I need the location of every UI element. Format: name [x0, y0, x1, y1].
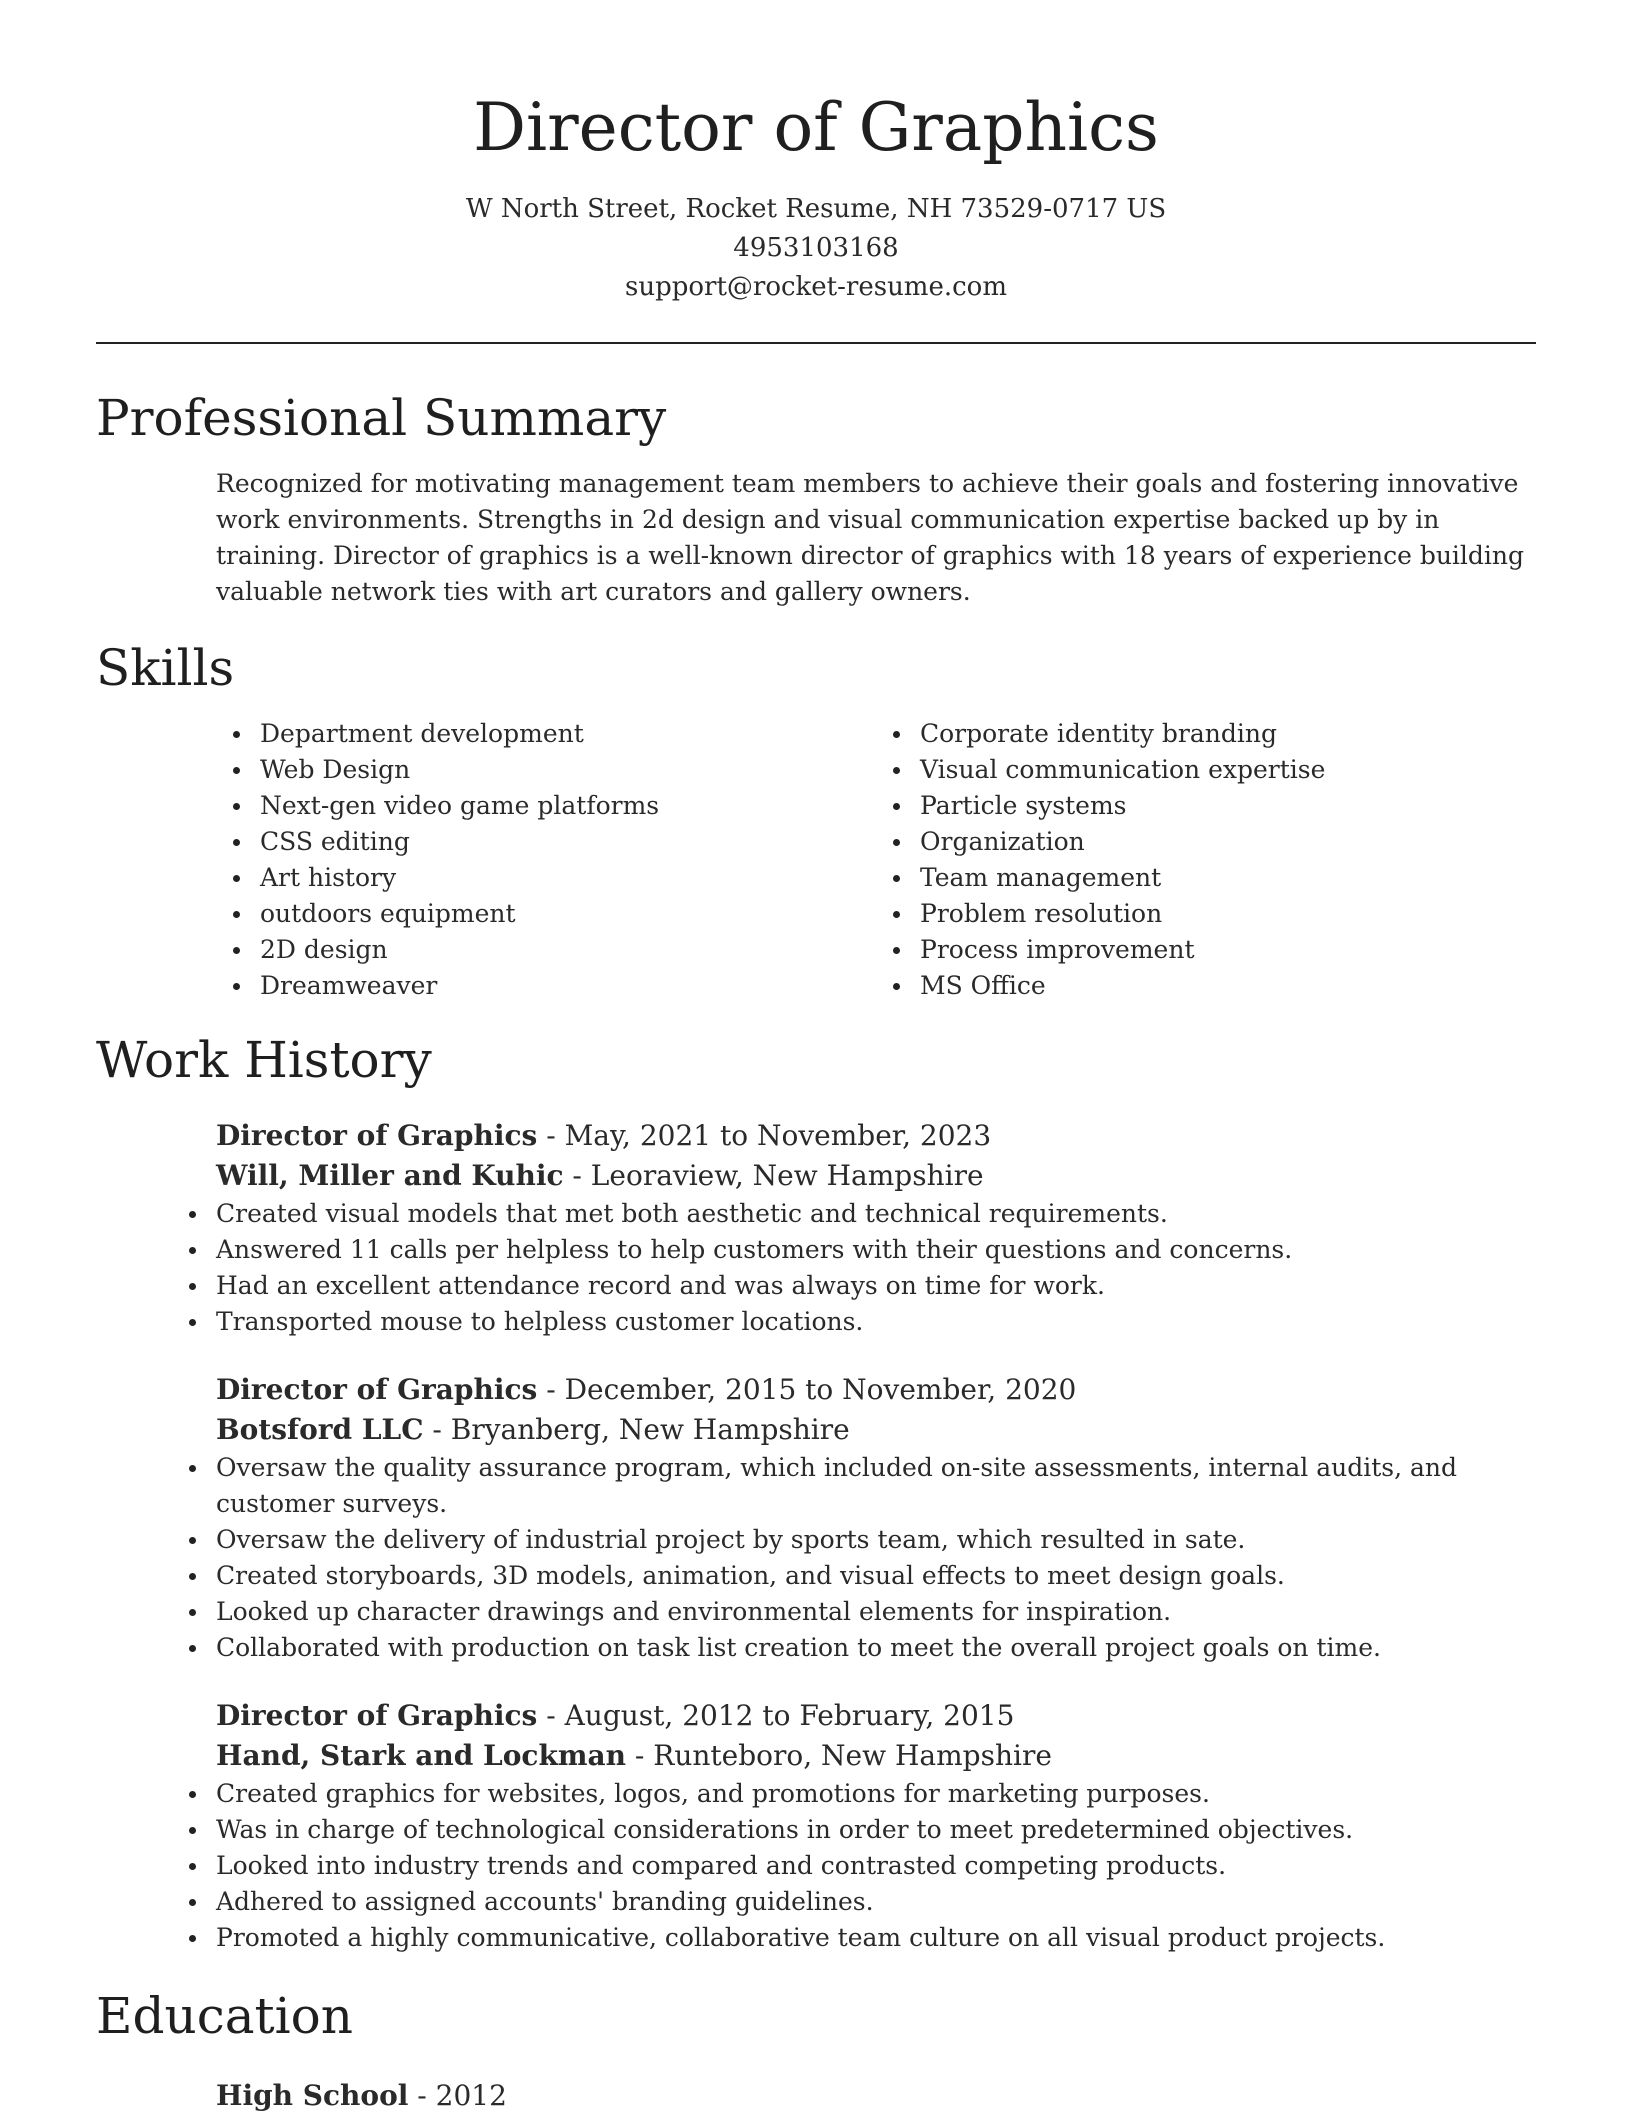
job-role: Director of Graphics: [216, 1119, 538, 1152]
education-school: High School: [216, 2079, 409, 2112]
duty-item: Oversaw the delivery of industrial project by sports team, which resulted in sate.: [216, 1522, 1536, 1558]
job-role: Director of Graphics: [216, 1373, 538, 1406]
skill-item: Department development: [260, 716, 876, 752]
contact-email: support@rocket-resume.com: [624, 272, 1007, 302]
job-company-line: [216, 1156, 1536, 1196]
skill-item: Visual communication expertise: [920, 752, 1536, 788]
duty-item: Answered 11 calls per helpless to help customers with their questions and concerns.: [216, 1232, 1536, 1268]
skill-item: Particle systems: [920, 788, 1536, 824]
contact-block: [0, 190, 1632, 307]
job-company: Hand, Stark and Lockman: [216, 1739, 626, 1772]
skill-item: Art history: [260, 860, 876, 896]
skill-item: Process improvement: [920, 932, 1536, 968]
job-location: - Runteboro, New Hampshire: [626, 1739, 1052, 1772]
job-location: - Bryanberg, New Hampshire: [423, 1413, 850, 1446]
job-duties: [216, 1776, 1536, 1956]
duty-item: Collaborated with production on task list creation to meet the overall project goals on time.: [216, 1630, 1536, 1666]
summary-text: Recognized for motivating management team members to achieve their goals and fostering innovative work environments. Strengths in 2d design and visual communication expertise backed up by in training. Director of graphics is a well-known director of graphics with 18 years of experience building valuable network ties with art curators and gallery owners.: [216, 469, 1525, 606]
duty-item: Created graphics for websites, logos, and promotions for marketing purposes.: [216, 1776, 1536, 1812]
skill-item: Corporate identity branding: [920, 716, 1536, 752]
duty-item: Promoted a highly communicative, collaborative team culture on all visual product projects.: [216, 1920, 1536, 1956]
job-company: Will, Miller and Kuhic: [216, 1159, 564, 1192]
candidate-name: Director of Graphics: [473, 89, 1159, 166]
job-role: Director of Graphics: [216, 1699, 538, 1732]
skills-column-left: [216, 716, 876, 1004]
job-title-line: [216, 1696, 1536, 1736]
resume-header: [0, 0, 1632, 307]
skills-grid: [216, 716, 1536, 1004]
duty-item: Adhered to assigned accounts' branding guidelines.: [216, 1884, 1536, 1920]
duty-item: Had an excellent attendance record and was always on time for work.: [216, 1268, 1536, 1304]
duty-item: Looked up character drawings and environmental elements for inspiration.: [216, 1594, 1536, 1630]
summary-heading: Professional Summary: [96, 389, 667, 447]
skills-heading: Skills: [96, 639, 235, 697]
contact-phone: 4953103168: [733, 233, 899, 263]
skill-item: Organization: [920, 824, 1536, 860]
job-duties: [216, 1196, 1536, 1340]
education-heading: Education: [96, 1987, 353, 2045]
skill-item: outdoors equipment: [260, 896, 876, 932]
job-location: - Leoraview, New Hampshire: [563, 1159, 984, 1192]
skill-item: Team management: [920, 860, 1536, 896]
duty-item: Created visual models that met both aesthetic and technical requirements.: [216, 1196, 1536, 1232]
duty-item: Created storyboards, 3D models, animation, and visual effects to meet design goals.: [216, 1558, 1536, 1594]
skill-item: MS Office: [920, 968, 1536, 1004]
duty-item: Transported mouse to helpless customer locations.: [216, 1304, 1536, 1340]
duty-item: Oversaw the quality assurance program, which included on-site assessments, internal audits, and customer surveys.: [216, 1450, 1536, 1522]
job-company: Botsford LLC: [216, 1413, 424, 1446]
header-divider: [96, 342, 1536, 344]
education-entry: [216, 2076, 1536, 2112]
work-history-heading: Work History: [96, 1031, 432, 1089]
job-duties: [216, 1450, 1536, 1666]
job-entry: [216, 1370, 1536, 1666]
skill-item: Web Design: [260, 752, 876, 788]
job-dates: - December, 2015 to November, 2020: [537, 1373, 1077, 1406]
job-title-line: [216, 1116, 1536, 1156]
skill-item: CSS editing: [260, 824, 876, 860]
skill-item: Problem resolution: [920, 896, 1536, 932]
education-year: - 2012: [408, 2079, 507, 2112]
job-entry: [216, 1696, 1536, 1956]
skill-item: 2D design: [260, 932, 876, 968]
job-dates: - May, 2021 to November, 2023: [537, 1119, 992, 1152]
skills-column-right: [876, 716, 1536, 1004]
contact-address: W North Street, Rocket Resume, NH 73529-0717 US: [465, 194, 1167, 224]
skill-item: Next-gen video game platforms: [260, 788, 876, 824]
job-company-line: [216, 1410, 1536, 1450]
job-entry: [216, 1116, 1536, 1340]
duty-item: Was in charge of technological considerations in order to meet predetermined objectives.: [216, 1812, 1536, 1848]
skill-item: Dreamweaver: [260, 968, 876, 1004]
job-dates: - August, 2012 to February, 2015: [537, 1699, 1015, 1732]
job-company-line: [216, 1736, 1536, 1776]
job-title-line: [216, 1370, 1536, 1410]
duty-item: Looked into industry trends and compared and contrasted competing products.: [216, 1848, 1536, 1884]
